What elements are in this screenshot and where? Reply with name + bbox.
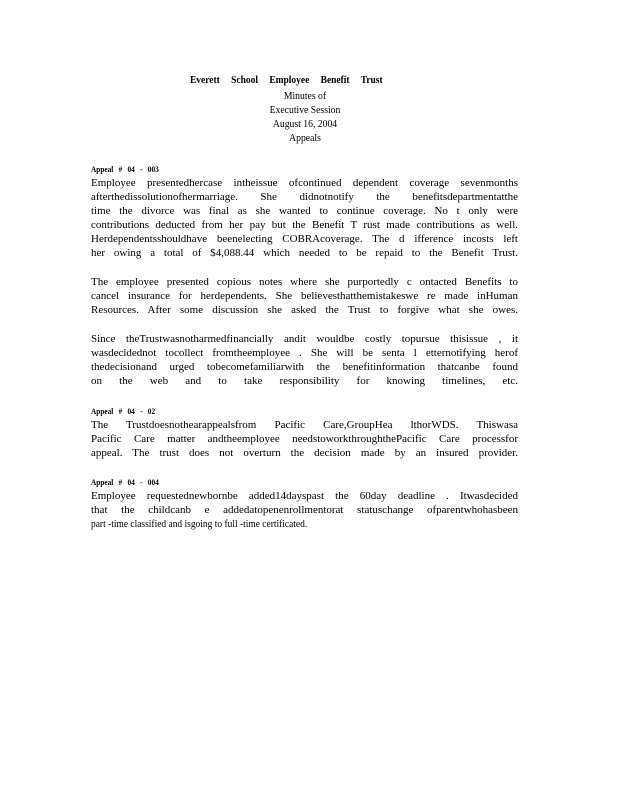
body-line: thedecisionand urged tobecomefamiliarwith the benefitinformation thatcanbe found [91,361,518,373]
body-line: wasdecidednot tocollect fromtheemployee . She will be senta l etternotifying herof [91,347,518,359]
body-line: appeal. The trust does not overturn the decision made by an insured provider. [91,447,518,459]
appeal-heading-04-003: Appeal # 04 - 003 [91,164,159,174]
body-line: contributions deducted from her pay but the Benefit T rust made contributions as well. [91,219,518,231]
appeal-heading-04-004: Appeal # 04 - 004 [91,477,159,487]
body-line: Herdependentsshouldhave beenelecting COBRAcoverage. The d ifference incosts left [91,233,518,245]
appeal-heading-04-02: Appeal # 04 - 02 [91,406,156,416]
document-title: Everett School Employee Benefit Trust [190,74,383,86]
body-line: The Trustdoesnothearappealsfrom Pacific Care,GroupHea lthorWDS. Thiswasa [91,419,518,431]
body-line: afterthedissolutionofhermarriage. She didnotnotify the benefitsdepartmentatthe [91,191,518,203]
body-line: Pacific Care matter andtheemployee needstoworkthroughthePacific Care processfor [91,433,518,445]
body-line: her owing a total of $4,088.44 which needed to be repaid to the Benefit Trust. [91,247,518,259]
subtitle-minutes: Minutes of [283,90,327,102]
body-line: Resources. After some discussion she asked the Trust to forgive what she owes. [91,304,518,316]
subtitle-appeals: Appeals [289,132,321,144]
body-line: The employee presented copious notes where she purportedly c ontacted Benefits to [91,276,518,288]
body-line: that the childcanb e addedatopenenrollmentorat statuschange ofparentwhohasbeen [91,504,518,516]
body-line: on the web and to take responsibility for knowing timelines, etc. [91,375,518,387]
body-line: Employee requestednewbornbe added14dayspast the 60day deadline . Itwasdecided [91,490,518,502]
body-line: time the divorce was final as she wanted to continue coverage. No t only were [91,205,518,217]
subtitle-session: Executive Session [269,104,341,116]
body-line: Since theTrustwasnotharmedfinancially andit wouldbe costly topursue thisissue , it [91,333,518,345]
body-line: part -time classified and isgoing to full -time certificated. [91,518,308,530]
body-line: cancel insurance for herdependents. She believesthatthemistakeswe re made inHuman [91,290,518,302]
subtitle-date: August 16, 2004 [272,118,338,130]
body-line: Employee presentedhercase intheissue ofcontinued dependent coverage sevenmonths [91,177,518,189]
